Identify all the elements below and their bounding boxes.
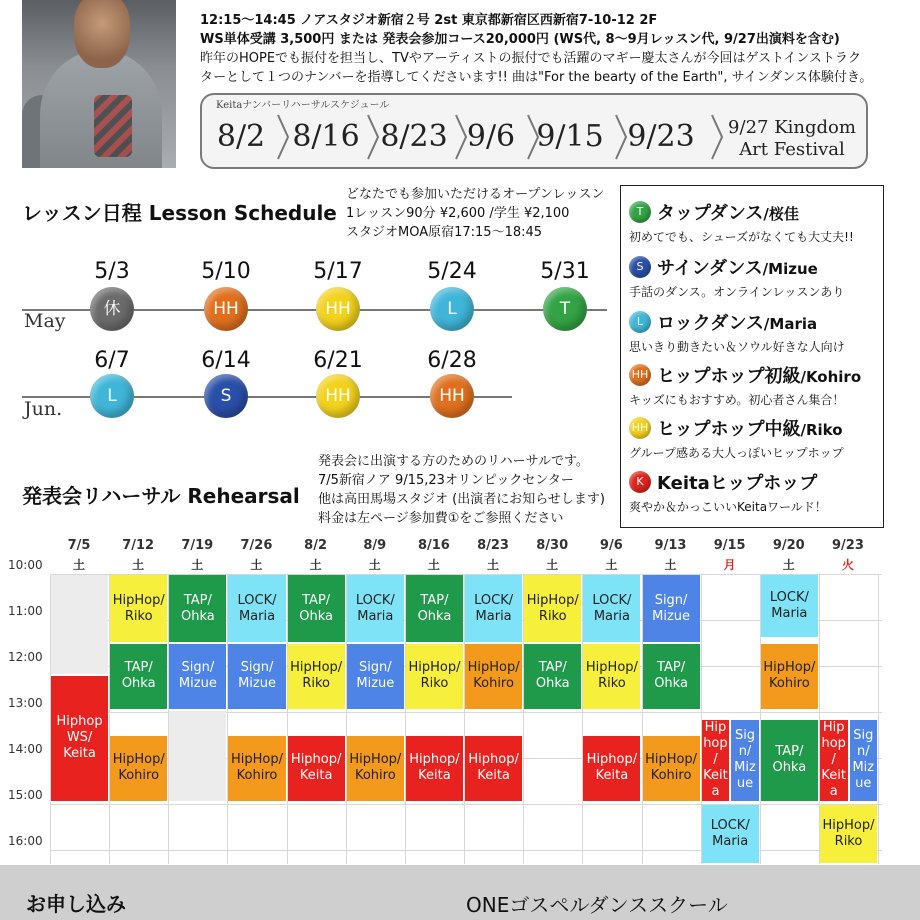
- timetable-date: 7/5: [67, 538, 91, 553]
- timetable-class-block: Sign/ Mizue: [347, 644, 404, 709]
- lesson-date: 5/17: [313, 259, 363, 284]
- timetable-class-block: Hiphop/ Keita: [288, 736, 345, 801]
- footer-bar: [0, 865, 920, 920]
- timetable-empty-slot: [169, 711, 226, 801]
- timetable-weekday: 土: [664, 558, 677, 572]
- timetable-class-block: HipHop/ Kohiro: [110, 736, 167, 801]
- legend-dot: K: [629, 471, 651, 493]
- lesson-class-circle: 休: [90, 287, 134, 331]
- timetable-date: 8/9: [363, 538, 387, 553]
- timetable-weekday: 土: [605, 558, 618, 572]
- timetable-class-block: LOCK/ Maria: [583, 575, 640, 642]
- timetable-date: 9/13: [654, 538, 687, 553]
- legend-description: 手話のダンス。オンラインレッスンあり: [629, 285, 845, 299]
- legend-item: [629, 415, 881, 461]
- lesson-class-circle: HH: [316, 287, 360, 331]
- timetable-date: 9/15: [713, 538, 746, 553]
- timetable-weekday: 土: [132, 558, 145, 572]
- time-label: 15:00: [8, 788, 43, 802]
- legend-title: タップダンス/桜佳: [657, 203, 799, 224]
- schedule-chevron: [712, 115, 722, 159]
- timetable-date: 8/16: [417, 538, 450, 553]
- timetable-class-block: HipHop/ Riko: [288, 644, 345, 709]
- legend-instructor: /Maria: [763, 315, 818, 333]
- festival-label: 9/27 Kingdom Art Festival: [728, 117, 856, 160]
- column-gridline: [878, 574, 879, 864]
- lesson-class-circle: HH: [316, 374, 360, 418]
- time-label: 13:00: [8, 696, 43, 710]
- legend-instructor: /Kohiro: [800, 368, 862, 386]
- timetable-date: 7/26: [240, 538, 273, 553]
- timetable-class-block: TAP/ Ohka: [110, 644, 167, 709]
- timetable-class-block: HipHop/ Kohiro: [347, 736, 404, 801]
- lesson-info: どなたでも参加いただけるオープンレッスン 1レッスン90分 ¥2,600 /学生 ¥2,100 スタジオMOA原宿17:15～18:45: [346, 187, 605, 240]
- class-legend: [620, 185, 884, 528]
- timetable-class-block: HipHop/ Riko: [524, 575, 581, 642]
- timetable-class-block: LOCK/ Maria: [347, 575, 404, 642]
- rehearsal-date: 8/2: [216, 119, 266, 154]
- timetable-class-block: Sig n/ Miz ue: [850, 720, 878, 801]
- rehearsal-info: 発表会に出演する方のためのリハーサルです。 7/5新宿ノア 9/15,23オリンピックセンター 他は高田馬場スタジオ (出演者にお知らせします) 料金は左ページ参加費①をご参照ください: [318, 454, 605, 526]
- legend-description: グループ感ある大人っぽいヒップホップ: [629, 446, 844, 460]
- legend-title: サインダンス/Mizue: [657, 258, 818, 279]
- month-june: Jun.: [24, 398, 63, 420]
- rehearsal-date: 9/15: [536, 119, 604, 154]
- timetable-weekday: 土: [487, 558, 500, 572]
- timetable-class-block: HipHop/ Kohiro: [465, 644, 522, 709]
- time-label: 14:00: [8, 742, 43, 756]
- lesson-date: 6/28: [427, 348, 477, 373]
- timetable-class-block: LOCK/ Maria: [761, 575, 818, 637]
- workshop-desc-1: 昨年のHOPEでも振付を担当し、TVやアーティストの振付でも活躍のマギー慶太さんが今回はゲストインストラク: [200, 51, 861, 66]
- lesson-date: 5/10: [201, 259, 251, 284]
- timetable-class-block: Sig n/ Miz ue: [731, 720, 759, 801]
- timetable-date: 8/2: [304, 538, 328, 553]
- lesson-date: 6/21: [313, 348, 363, 373]
- rehearsal-date: 8/23: [380, 119, 448, 154]
- timetable-class-block: TAP/ Ohka: [406, 575, 463, 642]
- schedule-caption: Keitaナンバーリハーサルスケジュール: [216, 100, 390, 111]
- timetable-class-block: HipHop/ Riko: [110, 575, 167, 642]
- number-rehearsal-schedule: [200, 93, 868, 169]
- legend-instructor: /Riko: [800, 421, 843, 439]
- timetable-class-block: TAP/ Ohka: [643, 644, 700, 709]
- timetable-date: 9/6: [599, 538, 623, 553]
- lesson-class-circle: L: [90, 374, 134, 418]
- legend-dot: HH: [629, 417, 651, 439]
- timetable-date: 8/30: [536, 538, 569, 553]
- timetable-weekday: 土: [546, 558, 559, 572]
- lesson-class-circle: L: [430, 287, 474, 331]
- legend-description: キッズにもおすすめ。初心者さん集合！: [629, 393, 845, 407]
- timetable-date: 9/20: [772, 538, 805, 553]
- legend-dot: T: [629, 201, 651, 223]
- timetable-weekday: 火: [841, 558, 854, 572]
- school-name: ONEゴスペルダンススクール: [466, 893, 728, 917]
- timetable-class-block: Sign/ Mizue: [169, 644, 226, 709]
- legend-item: [629, 469, 881, 515]
- timetable-class-block: HipHop/ Riko: [406, 644, 463, 709]
- lesson-date: 5/24: [427, 259, 477, 284]
- legend-dot: L: [629, 311, 651, 333]
- timetable-class-block: Hiphop WS/ Keita: [51, 676, 108, 801]
- legend-title: ヒップホップ中級/Riko: [657, 419, 843, 440]
- legend-item: [629, 362, 881, 408]
- timetable-weekday: 土: [427, 558, 440, 572]
- apply-heading: お申し込み: [26, 892, 126, 916]
- timetable-weekday: 土: [368, 558, 381, 572]
- timetable-class-block: Hiphop/ Keita: [465, 736, 522, 801]
- legend-dot: S: [629, 256, 651, 278]
- timetable-weekday: 土: [309, 558, 322, 572]
- timetable-weekday: 土: [72, 558, 85, 572]
- lesson-class-circle: HH: [430, 374, 474, 418]
- timetable-class-block: TAP/ Ohka: [169, 575, 226, 642]
- instructor-photo: [22, 0, 176, 168]
- timetable-class-block: TAP/ Ohka: [288, 575, 345, 642]
- timetable-weekday: 土: [250, 558, 263, 572]
- timetable-weekday: 土: [782, 558, 795, 572]
- timetable-empty-slot: [51, 575, 108, 674]
- timetable-class-block: Sign/ Mizue: [228, 644, 285, 709]
- timetable-class-block: Hiphop/ Keita: [583, 736, 640, 801]
- legend-item: [629, 199, 881, 245]
- workshop-price: WS単体受講 3,500円 または 発表会参加コース20,000円 (WS代, 8～9月レッスン代, 9/27出演料を含む): [200, 32, 840, 47]
- legend-title: ヒップホップ初級/Kohiro: [657, 366, 862, 387]
- timetable-class-block: Hip hop / Keit a: [703, 720, 728, 800]
- timetable-class-block: TAP/ Ohka: [524, 644, 581, 709]
- timetable-class-block: HipHop/ Kohiro: [643, 736, 700, 801]
- lesson-class-circle: S: [204, 374, 248, 418]
- month-may: May: [24, 310, 66, 332]
- time-label: 16:00: [8, 834, 43, 848]
- lesson-class-circle: T: [543, 287, 587, 331]
- rehearsal-title: 発表会リハーサル Rehearsal: [22, 484, 300, 508]
- legend-instructor: /桜佳: [763, 205, 799, 223]
- legend-description: 爽やか＆かっこいいKeitaワールド！: [629, 500, 827, 514]
- rehearsal-date: 8/16: [292, 119, 360, 154]
- workshop-desc-2: ターとして１つのナンバーを指導してくださいます!! 曲は"For the bearty of the Earth", サインダンス体験付き。: [200, 70, 873, 85]
- timetable-class-block: LOCK/ Maria: [702, 805, 759, 863]
- lesson-date: 5/31: [540, 259, 590, 284]
- timetable-class-block: LOCK/ Maria: [228, 575, 285, 642]
- timetable-class-block: HipHop/ Riko: [583, 644, 640, 709]
- workshop-time: 12:15～14:45 ノアスタジオ新宿２号 2st 東京都新宿区西新宿7-10-12 2F: [200, 13, 658, 28]
- timetable-date: 7/12: [122, 538, 155, 553]
- timetable-date: 7/19: [181, 538, 214, 553]
- legend-description: 初めてでも、シューズがなくても大丈夫!!: [629, 230, 854, 244]
- legend-item: [629, 309, 881, 355]
- timetable-class-block: HipHop/ Riko: [820, 805, 877, 863]
- time-label: 11:00: [8, 604, 43, 618]
- lesson-class-circle: HH: [204, 287, 248, 331]
- lesson-date: 5/3: [94, 259, 130, 284]
- timetable-class-block: Sign/ Mizue: [643, 575, 700, 642]
- legend-title: ロックダンス/Maria: [657, 313, 818, 334]
- timetable-class-block: LOCK/ Maria: [465, 575, 522, 642]
- legend-title: Keitaヒップホップ: [657, 473, 818, 494]
- legend-description: 思いきり動きたい＆ソウル好きな人向け: [629, 340, 845, 354]
- timetable-date: 8/23: [477, 538, 509, 553]
- lesson-date: 6/7: [94, 348, 130, 373]
- timetable-weekday: 月: [723, 558, 736, 572]
- timetable-class-block: HipHop/ Kohiro: [228, 736, 285, 801]
- time-label: 12:00: [8, 650, 43, 664]
- legend-instructor: /Mizue: [762, 260, 818, 278]
- lesson-schedule-title: レッスン日程 Lesson Schedule: [22, 201, 337, 225]
- timetable-weekday: 土: [191, 558, 204, 572]
- timetable-date: 9/23: [831, 538, 864, 553]
- rehearsal-date: 9/23: [627, 119, 695, 154]
- timetable-class-block: HipHop/ Kohiro: [761, 644, 818, 709]
- lesson-date: 6/14: [201, 348, 251, 373]
- legend-item: [629, 254, 881, 300]
- legend-dot: HH: [629, 364, 651, 386]
- time-label: 10:00: [8, 558, 43, 572]
- timetable-class-block: Hiphop/ Keita: [406, 736, 463, 801]
- rehearsal-date: 9/6: [466, 119, 516, 154]
- timetable-class-block: TAP/ Ohka: [761, 720, 818, 801]
- timetable-class-block: Hip hop / Keit a: [821, 720, 847, 800]
